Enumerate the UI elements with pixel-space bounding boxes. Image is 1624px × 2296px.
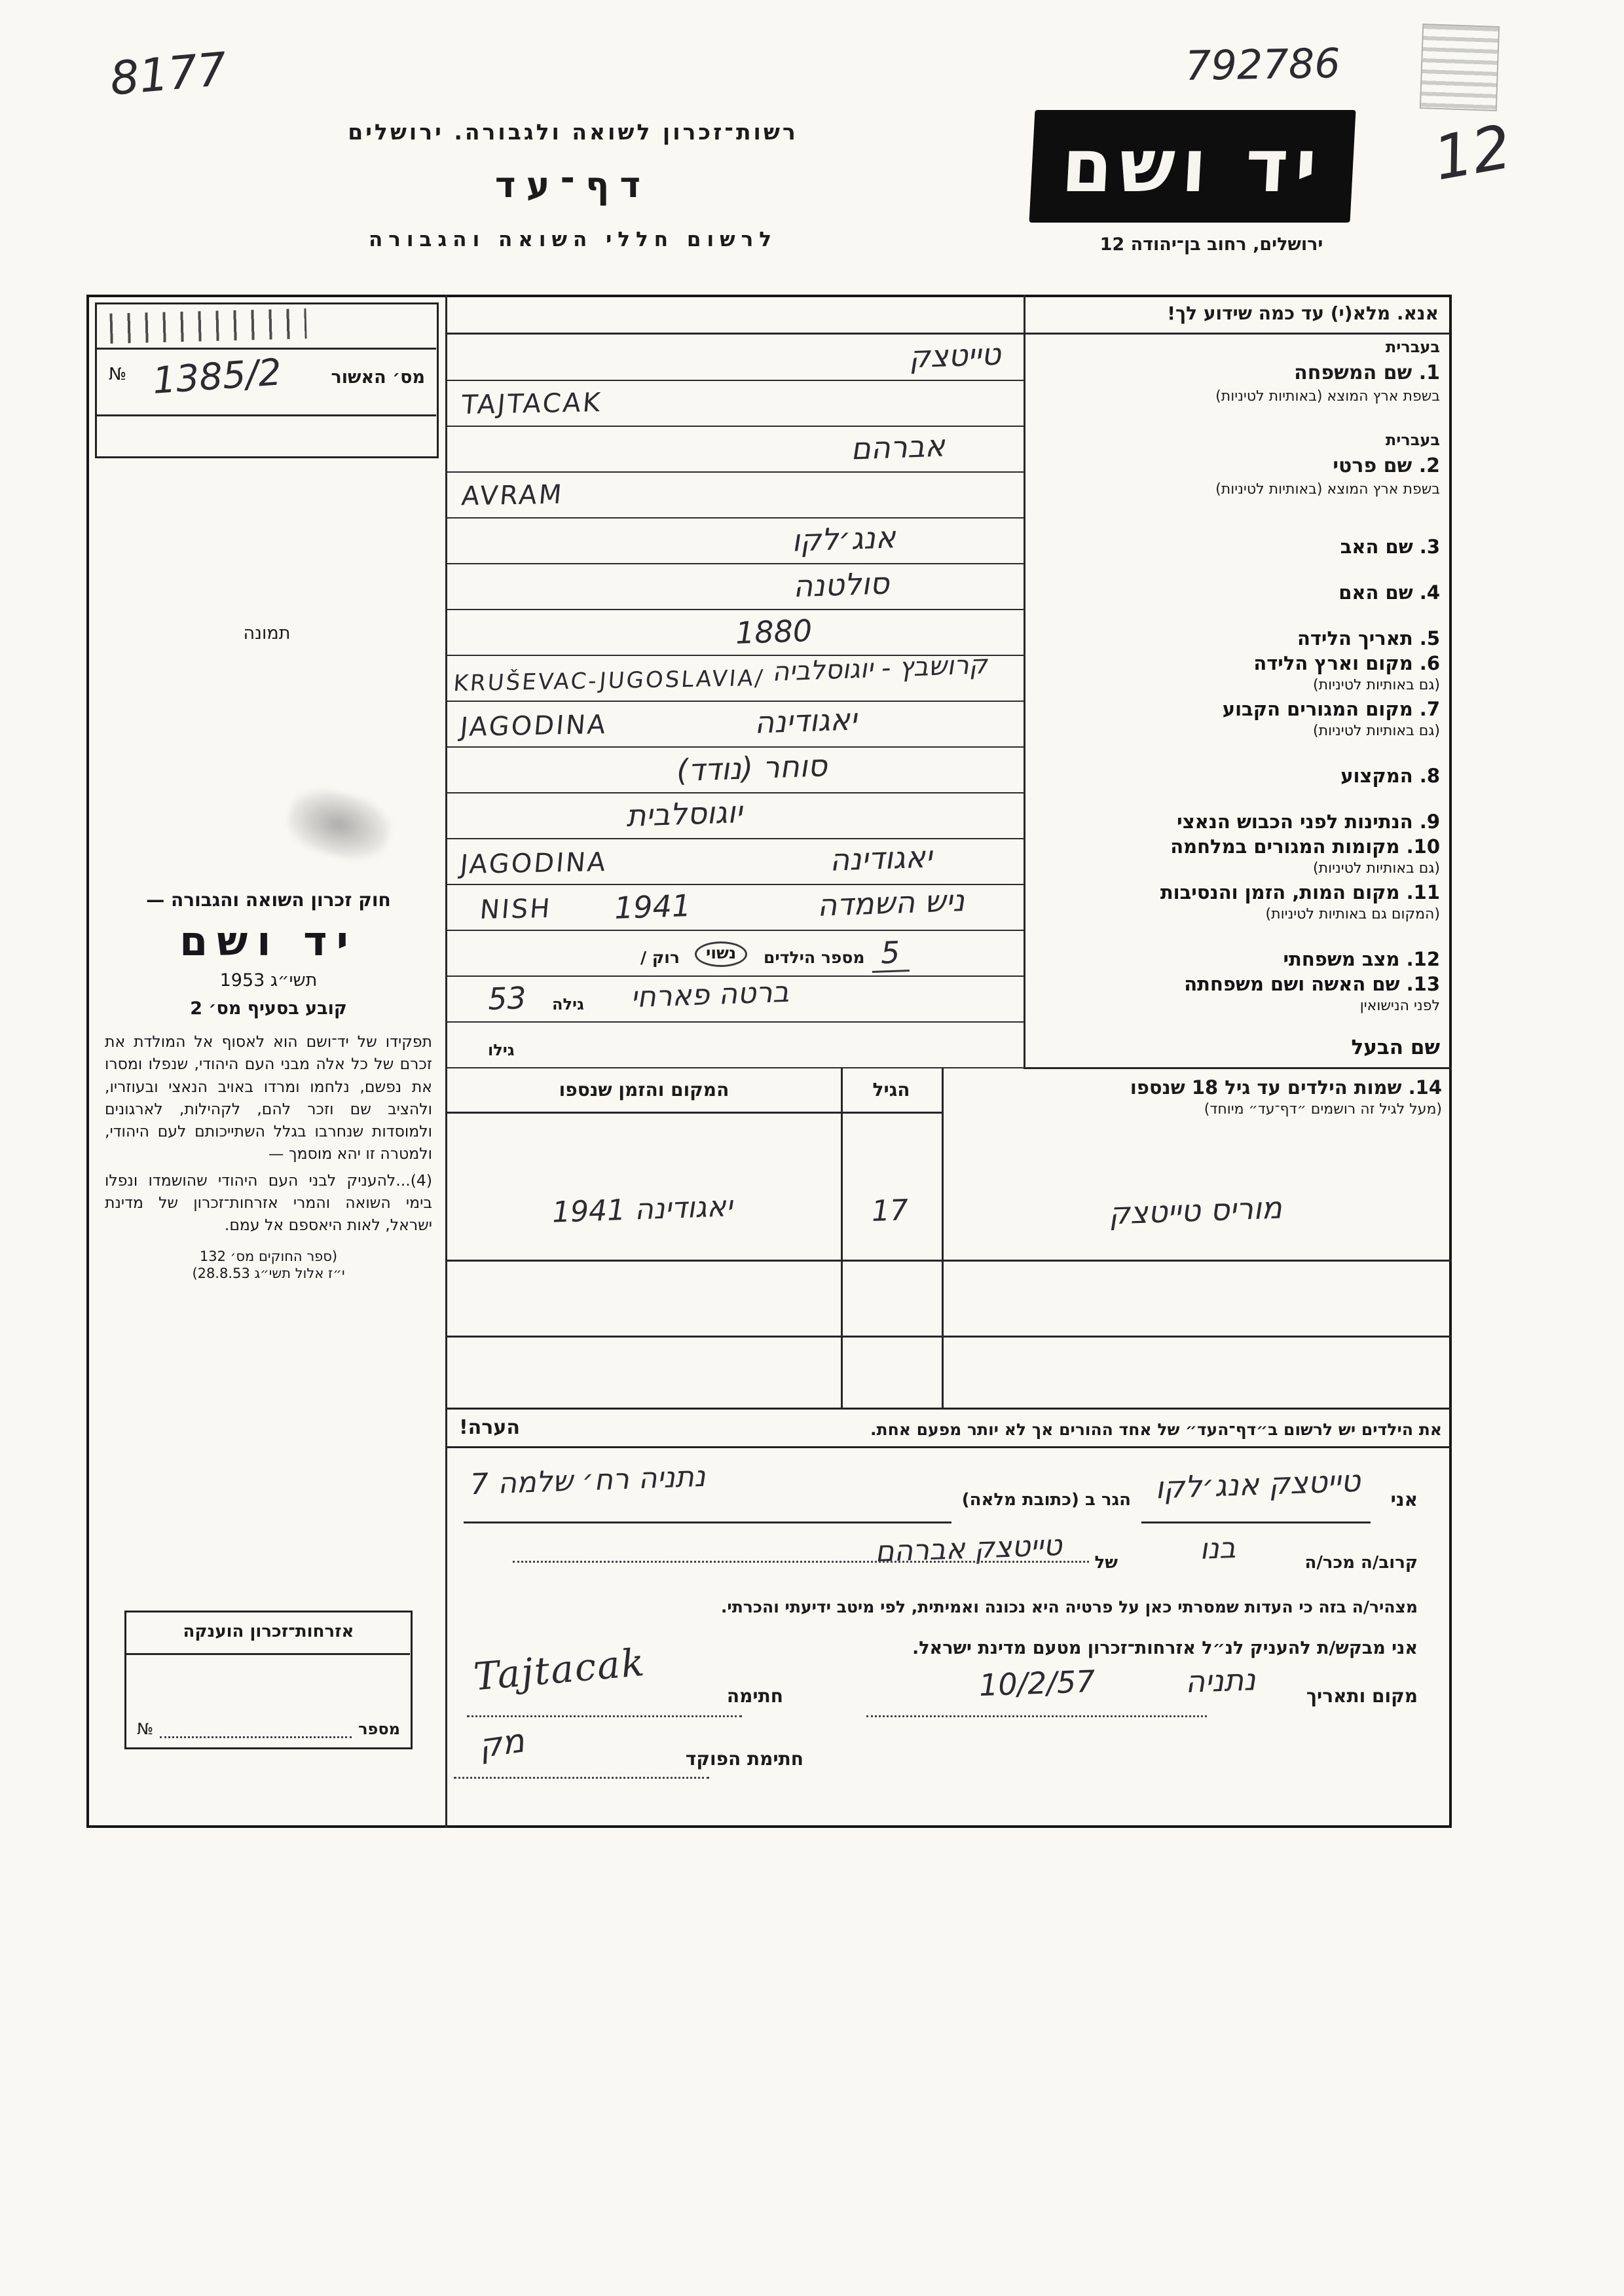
law-heading: חוק זכרון השואה והגבורה — <box>146 889 391 911</box>
field-6-note: (גם באותיות לטיניות) <box>1313 677 1440 693</box>
field-11-label-block <box>1160 881 1440 922</box>
husband-age-label: גילו <box>488 1041 515 1059</box>
row-death-place <box>447 885 1024 931</box>
child-age-entry: 17 <box>871 1194 909 1228</box>
row-birth-date <box>447 610 1024 656</box>
first-name-latin-entry: AVRAM <box>460 479 565 512</box>
field-7-label-block <box>1223 698 1440 739</box>
table-age-header: הגיל <box>872 1079 910 1101</box>
table-col-divider-2 <box>942 1068 944 1408</box>
labels-divider <box>1024 295 1025 1068</box>
grant-box <box>124 1611 413 1749</box>
law-source-1: (ספר החוקים מס׳ 132 <box>199 1248 338 1264</box>
instruction-underline <box>447 333 1450 335</box>
declaration-date-entry: 10/2/57 <box>978 1663 1096 1704</box>
table-header-underline <box>447 1112 942 1114</box>
father-name-entry: אנג׳לקו <box>791 519 896 558</box>
form-subtitle: לרשום חללי השואה והגבורה <box>368 228 778 251</box>
hebrew-sublabel: בעברית <box>1385 338 1440 356</box>
children-section <box>447 1068 1452 1408</box>
field-11-label: 11. מקום המות, הזמן והנסיבות <box>1160 881 1440 903</box>
field-7-note: (גם באותיות לטיניות) <box>1313 723 1440 739</box>
origin-sublabel: בשפת ארץ המוצא (באותיות לטיניות) <box>1215 388 1440 405</box>
certificate-box-rule-2 <box>97 414 436 416</box>
row-wife-name <box>447 977 1024 1023</box>
field-2-label: 2. שם פרטי <box>1333 454 1440 477</box>
mother-name-entry: סולטנה <box>792 565 890 604</box>
death-place-latin-entry: NISH <box>478 894 553 925</box>
husband-name-label: שם הבעל <box>1351 1036 1440 1059</box>
witness-name-entry: טייטצק אנג׳לקו <box>1154 1463 1361 1506</box>
hebrew-sublabel: בעברית <box>1385 431 1440 449</box>
row-marital-status <box>447 931 1024 977</box>
residence-latin-entry: JAGODINA <box>458 710 609 742</box>
note-callout: הערה! <box>459 1416 520 1439</box>
residence-label: הגר ב (כתובת מלאה) <box>961 1490 1131 1510</box>
field-9-label: 9. הנתינות לפני הכבוש הנאצי <box>1177 811 1440 833</box>
field-13-label: 13. שם האשה ושם משפחתה <box>1184 973 1440 995</box>
row-mother-name <box>447 564 1024 610</box>
field-14-label: 14. שמות הילדים עד גיל 18 שנספו <box>1130 1076 1442 1099</box>
child-place-entry: יאגודינה 1941 <box>551 1190 733 1230</box>
birth-place-hebrew-entry: קרושבץ - יוגוסלביה <box>771 649 988 687</box>
grant-no-symbol: № <box>137 1720 153 1738</box>
row-war-residence <box>447 839 1024 885</box>
family-name-latin-entry: TAJTACAK <box>460 388 604 420</box>
form-header <box>210 119 936 251</box>
witness-signature: Tajtacak <box>471 1639 648 1700</box>
field-5-label: 5. תאריך הלידה <box>1297 627 1440 649</box>
row-residence <box>447 702 1024 748</box>
field-6-label-block <box>1253 652 1440 693</box>
relation-of-entry: טייטצק אברהם <box>874 1529 1063 1569</box>
field-2-label-block <box>1215 431 1440 498</box>
children-count-entry: 5 <box>871 934 910 973</box>
handwritten-registration-number: 792786 <box>1185 39 1341 90</box>
grant-title: אזרחות־זכרון הוענקה <box>183 1622 354 1641</box>
field-10-label-block <box>1170 835 1440 877</box>
family-name-hebrew-entry: טייטצק <box>908 336 1001 375</box>
first-name-hebrew-entry: אברהם <box>850 428 946 467</box>
declaration-statement: מצהיר/ה בזה כי העדות שמסרתי כאן על פרטיה היא נכונה ואמיתית, לפי מיטב ידיעתי והכרתי. <box>720 1597 1418 1616</box>
law-clause: קובע בסעיף מס׳ 2 <box>190 998 347 1019</box>
grant-number-line <box>160 1719 352 1738</box>
form-title: דף־עד <box>494 164 652 206</box>
office-stamp <box>1420 24 1500 111</box>
row-husband-name <box>447 1023 1024 1068</box>
witness-address-entry: נתניה רח׳ שלמה 7 <box>470 1459 707 1502</box>
law-block <box>105 889 432 1281</box>
address-underline <box>464 1522 951 1523</box>
field-1-label-block <box>1215 338 1440 405</box>
row-profession <box>447 748 1024 793</box>
official-signature-label: חתימת הפוקד <box>685 1748 803 1770</box>
official-dotted-line <box>454 1777 709 1779</box>
row-nationality <box>447 793 1024 839</box>
law-name: יד ושם <box>179 917 358 965</box>
row-first-name-latin <box>447 473 1024 519</box>
note-row <box>447 1408 1452 1448</box>
certificate-box-rule-1 <box>97 348 436 350</box>
place-date-label: מקום ותאריך <box>1306 1685 1418 1707</box>
field-1-label: 1. שם המשפחה <box>1294 361 1440 384</box>
wife-age-entry: 53 <box>487 979 527 1017</box>
field-7-label: 7. מקום המגורים הקבוע <box>1222 698 1440 720</box>
field-3-label: 3. שם האב <box>1340 536 1440 558</box>
row-father-name <box>447 519 1024 564</box>
grant-box-rule <box>126 1653 410 1655</box>
row-birth-place <box>447 649 1024 702</box>
field-4-label: 4. שם האם <box>1338 581 1440 604</box>
table-row-line-1 <box>447 1260 1452 1262</box>
yad-vashem-logo: יד ושם <box>1029 110 1356 223</box>
law-body-2: (4)...להעניק לבני העם היהודי שהושמדו ונפלו בימי השואה והמרי אזרחות־זכרון של מדינת ישראל, לאות היאספם אל עמם. <box>105 1171 432 1235</box>
grant-number-label: מספר <box>358 1720 400 1738</box>
law-source-2: י״ז אלול תשי״ג 28.8.53) <box>192 1265 345 1281</box>
field-14-note: (מעל לגיל זה רושמים ״דף־עד״ מיוחד) <box>1204 1101 1442 1118</box>
nationality-entry: יוגוסלבית <box>625 793 743 834</box>
signature-label: חתימה <box>726 1685 783 1707</box>
certificate-number-entry: 1385/2 <box>151 351 284 403</box>
field-13-note: לפני הנישואין <box>1359 998 1440 1014</box>
birth-date-entry: 1880 <box>735 612 813 651</box>
child-name-entry: מוריס טייטצק <box>1108 1190 1283 1231</box>
name-underline <box>1141 1522 1371 1523</box>
field-14-label-block <box>957 1076 1442 1118</box>
signature-dotted-line <box>467 1715 742 1717</box>
declaration-i-label: אני <box>1390 1489 1418 1510</box>
field-8-label: 8. המקצוע <box>1340 765 1440 787</box>
profession-entry: סוחר (נודד) <box>676 748 828 788</box>
field-6-label: 6. מקום וארץ הלידה <box>1253 652 1440 674</box>
handwritten-file-number: 8177 <box>107 42 229 106</box>
relation-label: קרוב/ה מכר/ה <box>1304 1553 1418 1573</box>
official-signature-entry: מק <box>476 1721 527 1766</box>
field-11-note: (המקום גם באותיות לטיניות) <box>1265 906 1440 922</box>
row-first-name-hebrew <box>447 427 1024 473</box>
war-residence-latin-entry: JAGODINA <box>458 847 609 880</box>
wife-age-label: גילה <box>552 995 584 1013</box>
grant-number-row <box>137 1719 400 1738</box>
address-line: ירושלים, רחוב בן־יהודה 12 <box>1099 234 1323 255</box>
field-10-label: 10. מקומות המגורים במלחמה <box>1170 835 1440 858</box>
death-year-entry: 1941 <box>614 887 692 926</box>
entry-rows <box>447 335 1024 1068</box>
field-12-label: 12. מצב משפחתי <box>1283 948 1440 970</box>
certificate-no-symbol: № <box>109 365 127 384</box>
note-text: את הילדים יש לרשום ב״דף־העד״ של אחד ההורים אך לא יותר מפעם אחת. <box>870 1420 1442 1439</box>
authority-line: רשות־זכרון לשואה ולגבורה. ירושלים <box>348 119 798 145</box>
single-option: רוק / <box>640 948 680 967</box>
of-label: של <box>1094 1553 1118 1573</box>
married-option-circled: נשוי <box>695 941 747 967</box>
handwritten-page-number: 12 <box>1428 111 1517 194</box>
death-place-hebrew-entry: ניש השמדה <box>817 883 965 923</box>
certificate-box <box>95 302 439 458</box>
fill-in-instruction: אנא. מלא(י) עד כמה שידוע לך! <box>1167 302 1439 324</box>
law-body: תפקידו של יד־ושם הוא לאסוף אל המולדת את זכרם של כל אלה מבני העם היהודי, שנפלו ומסרו את נפשם, נלחמו ומרדו באויב הנאצי ובעוזריו, ולהציב שם וזכר להם, לקהילות, לארגונים ולמוסדות שנחרבו בגלל השתייכותם לעם היהודי, ולמטרה זו יהא מוסמך — <box>105 1032 432 1163</box>
relation-dotted-line <box>513 1561 1089 1563</box>
tally-marks <box>109 308 306 344</box>
children-count-label: מספר הילדים <box>764 948 865 967</box>
wife-name-entry: ברטה פארחי <box>630 975 790 1015</box>
place-date-dotted-line <box>866 1715 1207 1717</box>
declaration-section <box>447 1448 1452 1827</box>
field-10-note: (גם באותיות לטיניות) <box>1313 860 1440 877</box>
row-family-name-latin <box>447 381 1024 427</box>
relation-entry: בנו <box>1199 1531 1236 1566</box>
declaration-place-entry: נתניה <box>1184 1662 1256 1700</box>
birth-place-latin-entry: KRUŠEVAC-JUGOSLAVIA/ <box>452 665 766 697</box>
photo-label: תמונה <box>243 623 291 644</box>
field-13-label-block <box>1184 973 1440 1014</box>
table-row-line-2 <box>447 1336 1452 1338</box>
war-residence-hebrew-entry: יאגודינה <box>828 839 932 878</box>
table-col-divider-1 <box>841 1068 843 1408</box>
residence-hebrew-entry: יאגודינה <box>753 701 857 740</box>
law-year: תשי״ג 1953 <box>219 970 318 991</box>
certificate-label: מס׳ האשור <box>331 367 425 388</box>
origin-sublabel: בשפת ארץ המוצא (באותיות לטיניות) <box>1215 481 1440 498</box>
declaration-request: אני מבקש/ת להעניק לנ״ל אזרחות־זכרון מטעם מדינת ישראל. <box>912 1638 1418 1658</box>
row-family-name-hebrew <box>447 335 1024 381</box>
table-place-header: המקום והזמן שנספו <box>559 1079 729 1101</box>
